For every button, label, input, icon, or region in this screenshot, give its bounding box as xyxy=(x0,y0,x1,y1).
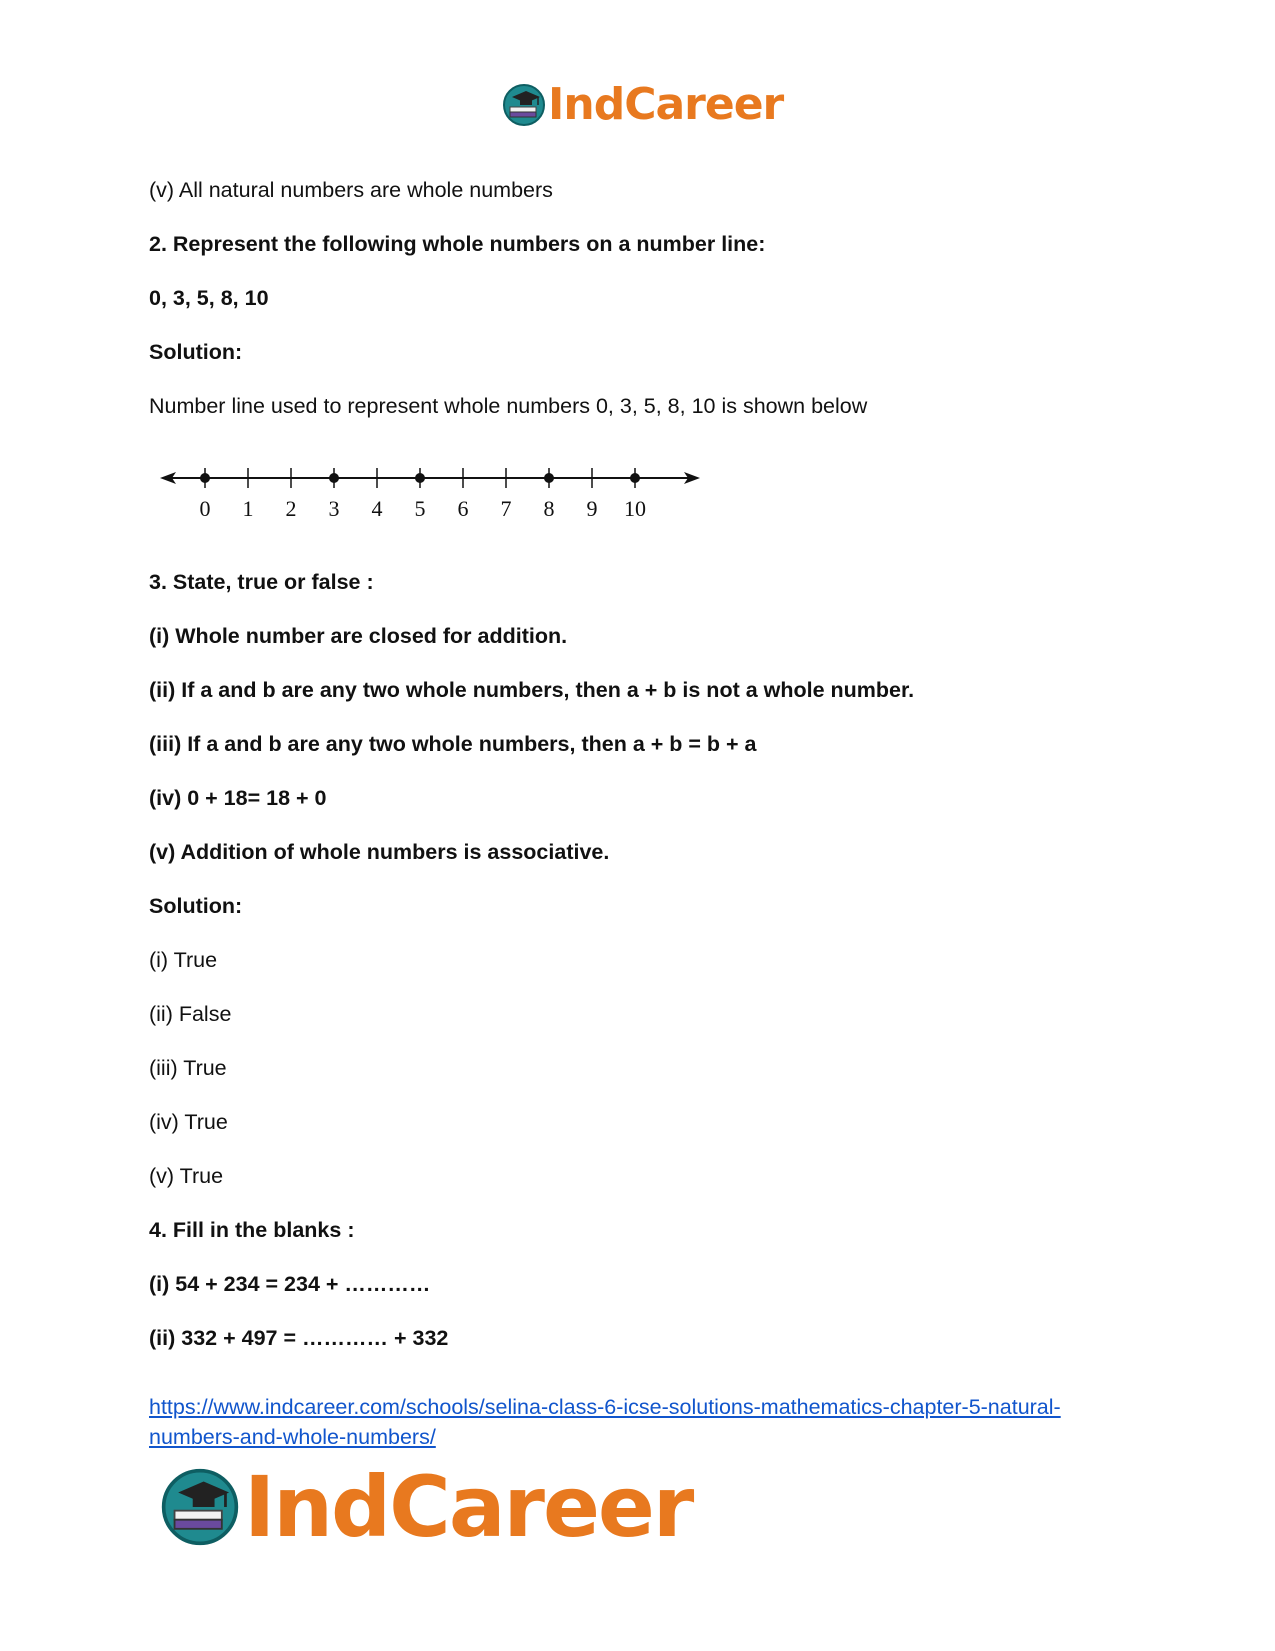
number-line-label: 0 xyxy=(199,496,211,521)
text-line: Solution: xyxy=(149,894,243,918)
number-line-label: 4 xyxy=(371,496,383,521)
text-line: (ii) False xyxy=(149,1002,232,1026)
source-link[interactable] xyxy=(149,1392,1149,1452)
number-line-point xyxy=(630,473,640,483)
number-line-point xyxy=(544,473,554,483)
text-line: Number line used to represent whole numbers 0, 3, 5, 8, 10 is shown below xyxy=(149,394,868,418)
number-line-label: 10 xyxy=(624,496,646,521)
text-line: (ii) 332 + 497 = ………… + 332 xyxy=(149,1326,449,1350)
text-line: (iii) If a and b are any two whole numbers, then a + b = b + a xyxy=(149,732,757,756)
text-line: (v) True xyxy=(149,1164,224,1188)
source-link-line-1: https://www.indcareer.com/schools/selina-class-6-icse-solutions-mathematics-chapter-5-natural- xyxy=(149,1395,1061,1419)
number-line-label: 7 xyxy=(500,496,512,521)
text-line: (i) True xyxy=(149,948,218,972)
number-line-label: 3 xyxy=(328,496,340,521)
number-line-figure xyxy=(160,468,700,534)
number-line-label: 8 xyxy=(543,496,555,521)
text-line: (v) Addition of whole numbers is associative. xyxy=(149,840,610,864)
number-line-point xyxy=(200,473,210,483)
number-line-point xyxy=(329,473,339,483)
number-line-label: 1 xyxy=(242,496,254,521)
number-line-label: 5 xyxy=(414,496,426,521)
text-line: (ii) If a and b are any two whole numbers, then a + b is not a whole number. xyxy=(149,678,915,702)
number-line-label: 2 xyxy=(285,496,297,521)
text-line: 4. Fill in the blanks : xyxy=(149,1218,355,1242)
text-line: (i) Whole number are closed for addition. xyxy=(149,624,568,648)
number-line-label: 6 xyxy=(457,496,469,521)
text-line: (iv) 0 + 18= 18 + 0 xyxy=(149,786,327,810)
text-line: Solution: xyxy=(149,340,243,364)
header-logo xyxy=(502,80,783,130)
text-line: (i) 54 + 234 = 234 + ………… xyxy=(149,1272,431,1296)
graduation-book-icon xyxy=(502,83,546,127)
text-line: (iv) True xyxy=(149,1110,228,1134)
number-line-label: 9 xyxy=(586,496,598,521)
footer-logo-text: IndCareer xyxy=(244,1458,693,1556)
text-line: 0, 3, 5, 8, 10 xyxy=(149,286,269,310)
header-logo-text: IndCareer xyxy=(548,79,784,130)
text-line: 2. Represent the following whole numbers on a number line: xyxy=(149,232,766,256)
text-line: (iii) True xyxy=(149,1056,227,1080)
footer-logo xyxy=(160,1458,693,1556)
source-link-line-2: numbers-and-whole-numbers/ xyxy=(149,1425,436,1449)
text-line: 3. State, true or false : xyxy=(149,570,374,594)
graduation-book-icon xyxy=(160,1467,240,1547)
number-line-point xyxy=(415,473,425,483)
text-line: (v) All natural numbers are whole numbers xyxy=(149,178,553,202)
